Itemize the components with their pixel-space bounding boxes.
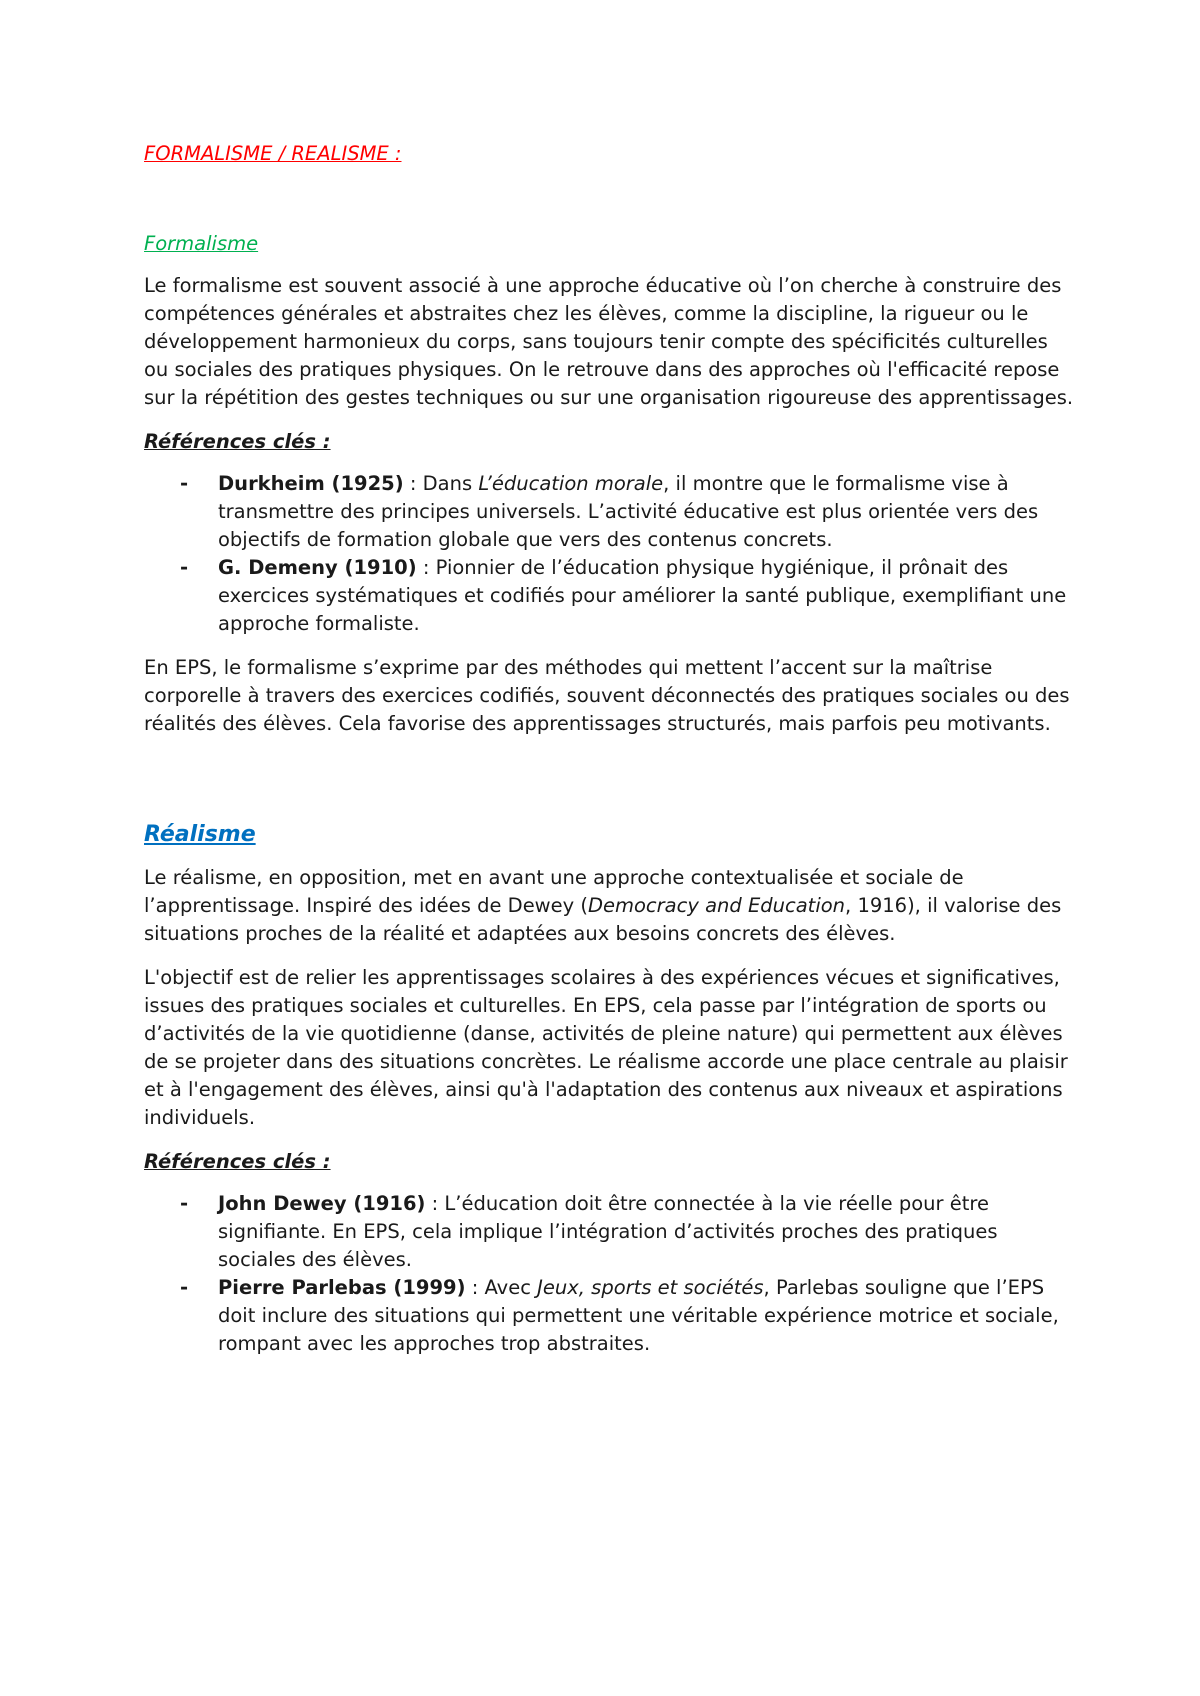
list-dash: - — [180, 472, 189, 495]
heading-realisme: Réalisme — [144, 822, 256, 847]
document-page — [144, 140, 1074, 1374]
reference-name: John Dewey (1916) — [218, 1192, 426, 1215]
reference-text: : Pionnier de l’éducation physique hygiénique, il prônait des exercices systématiques et codifiés pour améliorer la santé publique, exemplifiant une approche formaliste. — [218, 556, 1067, 635]
references-list — [144, 1190, 1074, 1358]
paragraph-text-continued: , 1916), il valorise des situations proches de la réalité et adaptées aux besoins concrets des élèves. — [144, 894, 1062, 945]
list-dash: - — [180, 556, 189, 579]
paragraph-text: Le réalisme, en opposition, met en avant une approche contextualisée et sociale de l’apprentissage. Inspiré des idées de Dewey ( — [144, 866, 964, 917]
reference-name: G. Demeny (1910) — [218, 556, 417, 579]
section-formalisme — [144, 230, 1074, 738]
reference-work-title: L’éducation morale — [478, 472, 664, 495]
reference-text: : L’éducation doit être connectée à la vie réelle pour être signifiante. En EPS, cela implique l’intégration d’activités proches des pratiques sociales des élèves. — [218, 1192, 998, 1271]
references-list — [144, 470, 1074, 638]
references-label: Références clés : — [144, 430, 331, 453]
paragraph-realisme-intro — [144, 864, 1074, 948]
reference-text: : Dans — [403, 472, 479, 495]
reference-item — [144, 554, 1074, 638]
cited-work-title: Democracy and Education — [587, 894, 846, 917]
section-realisme — [144, 820, 1074, 1358]
list-dash: - — [180, 1192, 189, 1215]
document-title: FORMALISME / REALISME : — [144, 142, 402, 165]
paragraph-formalisme-intro: Le formalisme est souvent associé à une approche éducative où l’on cherche à construire des compétences générales et abstraites chez les élèves, comme la discipline, la rigueur ou le développement harmonieux du corps, sans toujours tenir compte des spécificités culturelles ou sociales des pratiques physiques. On le retrouve dans des approches où l'efficacité repose sur la répétition des gestes techniques ou sur une organisation rigoureuse des apprentissages. — [144, 274, 1074, 409]
paragraph-realisme-objective: L'objectif est de relier les apprentissages scolaires à des expériences vécues et significatives, issues des pratiques sociales et culturelles. En EPS, cela passe par l’intégration de sports ou d’activités de la vie quotidienne (danse, activités de pleine nature) qui permettent aux élèves de se projeter dans des situations concrètes. Le réalisme accorde une place centrale au plaisir et à l'engagement des élèves, ainsi qu'à l'adaptation des contenus aux niveaux et aspirations individuels. — [144, 966, 1068, 1129]
list-dash: - — [180, 1276, 189, 1299]
reference-text-continued: , il montre que le formalisme vise à transmettre des principes universels. L’activité éducative est plus orientée vers des objectifs de formation globale que vers des contenus concrets. — [218, 472, 1039, 551]
reference-item — [144, 470, 1074, 554]
reference-work-title: Jeux, sports et sociétés — [537, 1276, 764, 1299]
reference-text: : Avec — [465, 1276, 538, 1299]
heading-formalisme: Formalisme — [144, 232, 259, 255]
reference-name: Pierre Parlebas (1999) — [218, 1276, 466, 1299]
reference-text-continued: , Parlebas souligne que l’EPS doit inclure des situations qui permettent une véritable expérience motrice et sociale, rompant avec les approches trop abstraites. — [218, 1276, 1059, 1355]
reference-name: Durkheim (1925) — [218, 472, 404, 495]
reference-item — [144, 1274, 1074, 1358]
paragraph-formalisme-eps: En EPS, le formalisme s’exprime par des méthodes qui mettent l’accent sur la maîtrise corporelle à travers des exercices codifiés, souvent déconnectés des pratiques sociales ou des réalités des élèves. Cela favorise des apprentissages structurés, mais parfois peu motivants. — [144, 656, 1070, 735]
references-label: Références clés : — [144, 1150, 331, 1173]
reference-item — [144, 1190, 1074, 1274]
